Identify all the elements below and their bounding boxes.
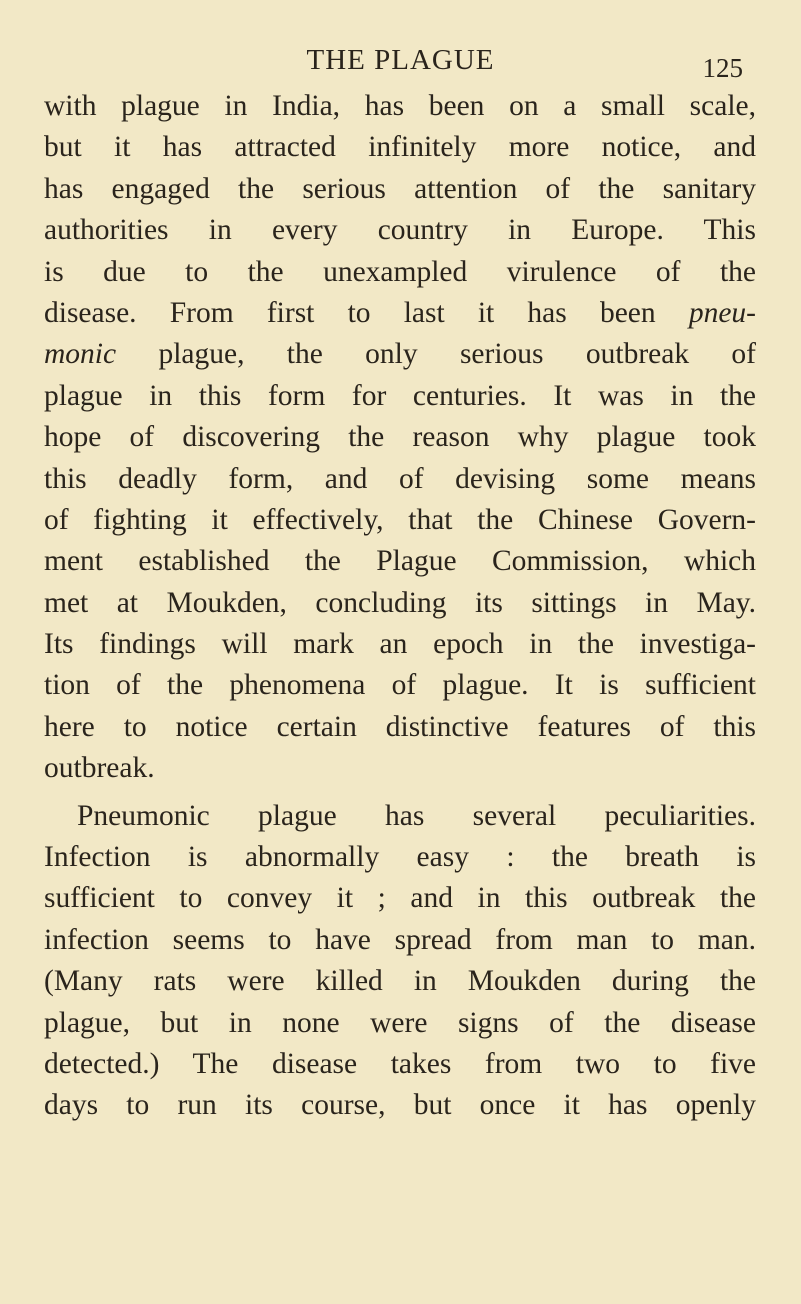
page-number: 125 xyxy=(702,53,743,83)
paragraph xyxy=(44,86,756,790)
text-line xyxy=(44,293,756,334)
text-line: tion of the phenomena of plague. It is sufficient xyxy=(44,669,756,702)
text-line-segment: plague, the only serious outbreak of xyxy=(158,338,756,371)
text-line: plague in this form for centuries. It was in the xyxy=(44,379,756,412)
text-line: with plague in India, has been on a small scale, xyxy=(44,90,756,122)
text-line: authorities in every country in Europe. This xyxy=(44,214,756,247)
paragraph xyxy=(44,796,756,1127)
text-line-segment: disease. From first to last it has been xyxy=(44,296,656,329)
text-line: infection seems to have spread from man to man. xyxy=(44,923,756,956)
text-line: outbreak. xyxy=(44,752,155,785)
text-line: of fighting it effectively, that the Chinese Govern- xyxy=(44,503,756,536)
running-head-title: THE PLAGUE xyxy=(306,44,495,76)
running-head xyxy=(0,40,801,83)
text-line: hope of discovering the reason why plague took xyxy=(44,421,756,454)
body-text xyxy=(44,86,756,1127)
italic-word: monic xyxy=(44,338,117,371)
italic-word: pneu- xyxy=(688,296,756,329)
text-line: this deadly form, and of devising some means xyxy=(44,462,756,495)
text-line: here to notice certain distinctive features of this xyxy=(44,710,756,743)
text-line: (Many rats were killed in Moukden during the xyxy=(44,965,756,998)
text-line: Infection is abnormally easy : the breath is xyxy=(44,841,756,874)
text-line: ment established the Plague Commission, which xyxy=(44,545,756,578)
text-line: but it has attracted infinitely more notice, and xyxy=(44,131,756,164)
text-line: days to run its course, but once it has openly xyxy=(44,1089,756,1122)
text-line: met at Moukden, concluding its sittings in May. xyxy=(44,586,756,619)
text-line: sufficient to convey it ; and in this outbreak the xyxy=(44,882,756,915)
text-line xyxy=(44,334,756,375)
text-line: has engaged the serious attention of the sanitary xyxy=(44,172,756,205)
text-line: Pneumonic plague has several peculiarities. xyxy=(77,799,756,832)
text-line: detected.) The disease takes from two to five xyxy=(44,1047,756,1080)
text-line: is due to the unexampled virulence of the xyxy=(44,255,756,288)
text-line: plague, but in none were signs of the disease xyxy=(44,1006,756,1039)
text-line: Its findings will mark an epoch in the investiga- xyxy=(44,628,756,661)
